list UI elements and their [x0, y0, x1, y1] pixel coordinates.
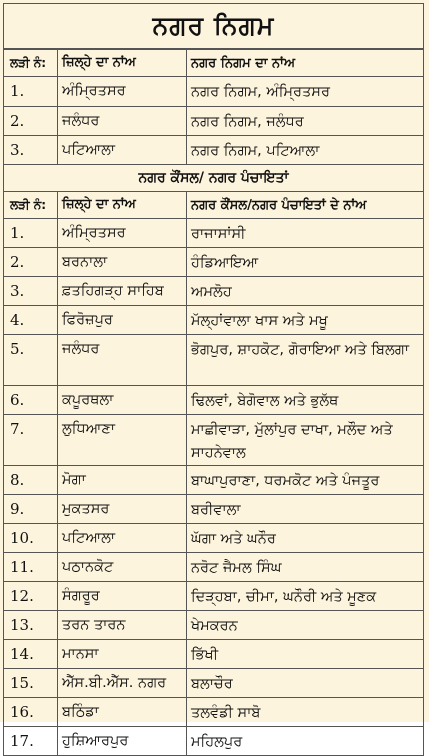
district-cell: ਮਾਨਸਾ — [58, 640, 187, 669]
header-council: ਨਗਰ ਕੌਂਸਲ/ਨਗਰ ਪੰਚਾਇਤਾਂ ਦੇ ਨਾਂਅ — [187, 192, 424, 219]
district-cell: ਅੰਮ੍ਰਿਤਸਰ — [58, 77, 187, 107]
table-header-row — [4, 50, 424, 77]
district-cell: ਜਲੰਧਰ — [58, 107, 187, 136]
council-cell: ਭੋਗਪੁਰ, ਸ਼ਾਹਕੋਟ, ਗੋਰਾਇਆ ਅਤੇ ਬਿਲਗਾ — [187, 335, 424, 386]
corporation-cell: ਨਗਰ ਨਿਗਮ, ਪਟਿਆਲਾ — [187, 136, 424, 165]
table-row — [4, 77, 424, 107]
table-row — [4, 466, 424, 495]
serial-cell: 4. — [4, 306, 58, 335]
table-row — [4, 306, 424, 335]
table-row — [4, 524, 424, 553]
serial-cell: 8. — [4, 466, 58, 495]
serial-cell: 1. — [4, 77, 58, 107]
council-cell: ਭਿੱਖੀ — [187, 640, 424, 669]
serial-cell: 2. — [4, 107, 58, 136]
table-row — [4, 415, 424, 466]
serial-cell: 1. — [4, 219, 58, 248]
table-row — [4, 335, 424, 386]
council-cell: ਘੱਗਾ ਅਤੇ ਘਨੌਰ — [187, 524, 424, 553]
council-cell: ਦਿੜ੍ਹਬਾ, ਚੀਮਾ, ਘਨੌਰੀ ਅਤੇ ਮੂਣਕ — [187, 582, 424, 611]
council-cell: ਨਰੋਟ ਜੈਮਲ ਸਿੰਘ — [187, 553, 424, 582]
header-district: ਜ਼ਿਲ੍ਹੇ ਦਾ ਨਾਂਅ — [58, 50, 187, 77]
district-cell: ਅੰਮ੍ਰਿਤਸਰ — [58, 219, 187, 248]
header-serial: ਲੜੀ ਨੰ: — [4, 50, 58, 77]
table-row — [4, 611, 424, 640]
table-row — [4, 219, 424, 248]
council-cell: ਢਿਲਵਾਂ, ਬੇਗੋਵਾਲ ਅਤੇ ਭੁਲੱਥ — [187, 386, 424, 415]
table-row — [4, 553, 424, 582]
district-cell: ਬਠਿੰਡਾ — [58, 698, 187, 727]
district-cell: ਤਰਨ ਤਾਰਨ — [58, 611, 187, 640]
serial-cell: 16. — [4, 698, 58, 727]
corporation-cell: ਨਗਰ ਨਿਗਮ, ਜਲੰਧਰ — [187, 107, 424, 136]
header-corporation: ਨਗਰ ਨਿਗਮ ਦਾ ਨਾਂਅ — [187, 50, 424, 77]
district-cell: ਪਟਿਆਲਾ — [58, 136, 187, 165]
serial-cell: 15. — [4, 669, 58, 698]
table-row — [4, 248, 424, 277]
serial-cell: 17. — [4, 727, 58, 756]
table-row — [4, 136, 424, 165]
serial-cell: 14. — [4, 640, 58, 669]
table-row — [4, 698, 424, 727]
header-serial: ਲੜੀ ਨੰ: — [4, 192, 58, 219]
council-cell: ਮੱਲ੍ਹਾਂਵਾਲਾ ਖਾਸ ਅਤੇ ਮਖੂ — [187, 306, 424, 335]
table-row — [4, 386, 424, 415]
district-cell: ਪਟਿਆਲਾ — [58, 524, 187, 553]
serial-cell: 12. — [4, 582, 58, 611]
district-cell: ਮੋਗਾ — [58, 466, 187, 495]
table-row — [4, 582, 424, 611]
district-cell: ਹੁਸ਼ਿਆਰਪੁਰ — [58, 727, 187, 756]
serial-cell: 9. — [4, 495, 58, 524]
section-title: ਨਗਰ ਕੌਂਸਲ/ ਨਗਰ ਪੰਚਾਇਤਾਂ — [4, 165, 424, 192]
district-cell: ਬਰਨਾਲਾ — [58, 248, 187, 277]
section-heading-row — [4, 165, 424, 192]
district-cell: ਫ਼ਤਹਿਗੜ੍ਹ ਸਾਹਿਬ — [58, 277, 187, 306]
table-row — [4, 107, 424, 136]
table-row — [4, 727, 424, 756]
council-cell: ਰਾਜਾਸਾਂਸੀ — [187, 219, 424, 248]
serial-cell: 6. — [4, 386, 58, 415]
serial-cell: 11. — [4, 553, 58, 582]
district-cell: ਕਪੂਰਥਲਾ — [58, 386, 187, 415]
table-row — [4, 669, 424, 698]
header-district: ਜ਼ਿਲ੍ਹੇ ਦਾ ਨਾਂਅ — [58, 192, 187, 219]
council-cell: ਮਹਿਲਪੁਰ — [187, 727, 424, 756]
council-cell: ਤਲਵੰਡੀ ਸਾਬੋ — [187, 698, 424, 727]
serial-cell: 10. — [4, 524, 58, 553]
council-cell: ਅਮਲੋਹ — [187, 277, 424, 306]
district-cell: ਜਲੰਧਰ — [58, 335, 187, 386]
page-title: ਨਗਰ ਨਿਗਮ — [3, 3, 424, 49]
district-cell: ਮੁਕਤਸਰ — [58, 495, 187, 524]
district-cell: ਫਿਰੋਜ਼ਪੁਰ — [58, 306, 187, 335]
table-header-row — [4, 192, 424, 219]
serial-cell: 13. — [4, 611, 58, 640]
serial-cell: 3. — [4, 277, 58, 306]
serial-cell: 5. — [4, 335, 58, 386]
council-cell: ਬਰੀਵਾਲਾ — [187, 495, 424, 524]
district-cell: ਲੁਧਿਆਣਾ — [58, 415, 187, 466]
council-cell: ਬਲਾਚੌਰ — [187, 669, 424, 698]
council-cell: ਬਾਘਾਪੁਰਾਣਾ, ਧਰਮਕੋਟ ਅਤੇ ਪੰਜਤੂਰ — [187, 466, 424, 495]
district-cell: ਸੰਗਰੂਰ — [58, 582, 187, 611]
table-row — [4, 640, 424, 669]
municipal-table — [3, 49, 424, 756]
council-cell: ਖੇਮਕਰਨ — [187, 611, 424, 640]
table-row — [4, 277, 424, 306]
serial-cell: 2. — [4, 248, 58, 277]
serial-cell: 7. — [4, 415, 58, 466]
council-cell: ਹੰਡਿਆਇਆ — [187, 248, 424, 277]
district-cell: ਪਠਾਨਕੋਟ — [58, 553, 187, 582]
table-row — [4, 495, 424, 524]
district-cell: ਐੱਸ.ਬੀ.ਐੱਸ. ਨਗਰ — [58, 669, 187, 698]
serial-cell: 3. — [4, 136, 58, 165]
corporation-cell: ਨਗਰ ਨਿਗਮ, ਅੰਮ੍ਰਿਤਸਰ — [187, 77, 424, 107]
council-cell: ਮਾਛੀਵਾੜਾ, ਮੁੱਲਾਂਪੁਰ ਦਾਖਾ, ਮਲੌਦ ਅਤੇ ਸਾਹਨੇਵਾਲ — [187, 415, 424, 466]
